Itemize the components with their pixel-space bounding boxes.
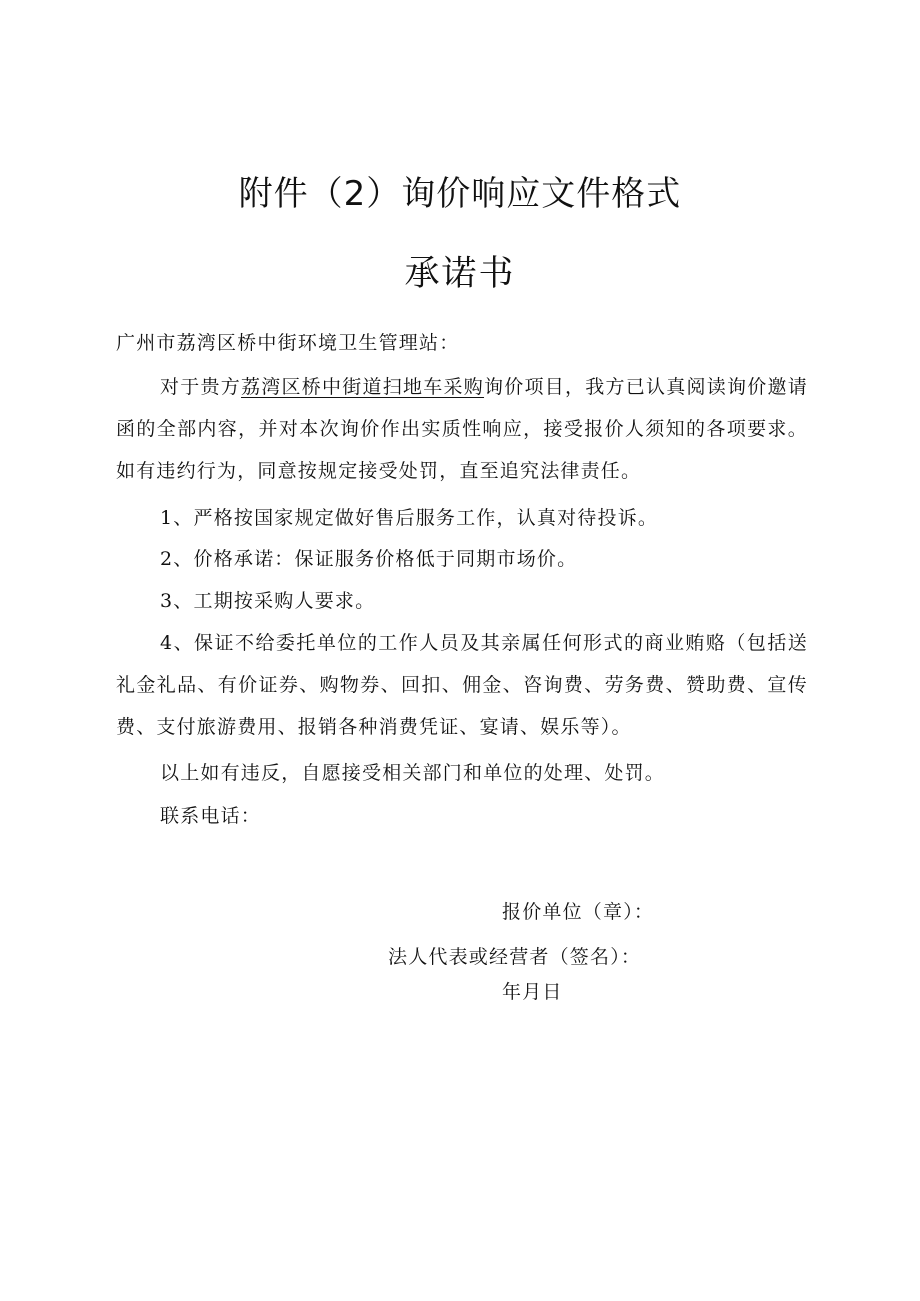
commitment-item-2: 2、价格承诺：保证服务价格低于同期市场价。: [160, 548, 578, 570]
commitment-item-3: 3、工期按采购人要求。: [160, 590, 376, 612]
project-name: 荔湾区桥中街道扫地车采购: [241, 376, 485, 398]
document-title: 附件（2）询价响应文件格式: [238, 174, 682, 214]
intro-before: 对于贵方: [160, 376, 242, 398]
intro-after: 询价项目，我方已认真阅读询价邀请函的全部内容，并对本次询价作出实质性响应，接受报价人须知的各项要求。如有违约行为，同意按规定接受处罚，直至追究法律责任。: [116, 376, 808, 482]
addressee: 广州市荔湾区桥中街环境卫生管理站：: [116, 332, 460, 354]
document-subtitle: 承诺书: [404, 254, 516, 294]
signature-date-label: 年月日: [502, 981, 563, 1003]
contact-phone-label: 联系电话：: [160, 805, 262, 827]
commitment-item-1: 1、严格按国家规定做好售后服务工作，认真对待投诉。: [160, 507, 659, 529]
closing-statement: 以上如有违反，自愿接受相关部门和单位的处理、处罚。: [160, 762, 666, 784]
signature-representative-label: 法人代表或经营者（签名）：: [388, 946, 642, 968]
signature-unit-label: 报价单位（章）：: [502, 901, 655, 923]
intro-paragraph: [116, 366, 808, 492]
commitment-item-4: 4、保证不给委托单位的工作人员及其亲属任何形式的商业贿赂（包括送礼金礼品、有价证券、购物券、回扣、佣金、咨询费、劳务费、赞助费、宣传费、支付旅游费用、报销各种消费凭证、宴请、娱乐等）。: [116, 632, 808, 738]
